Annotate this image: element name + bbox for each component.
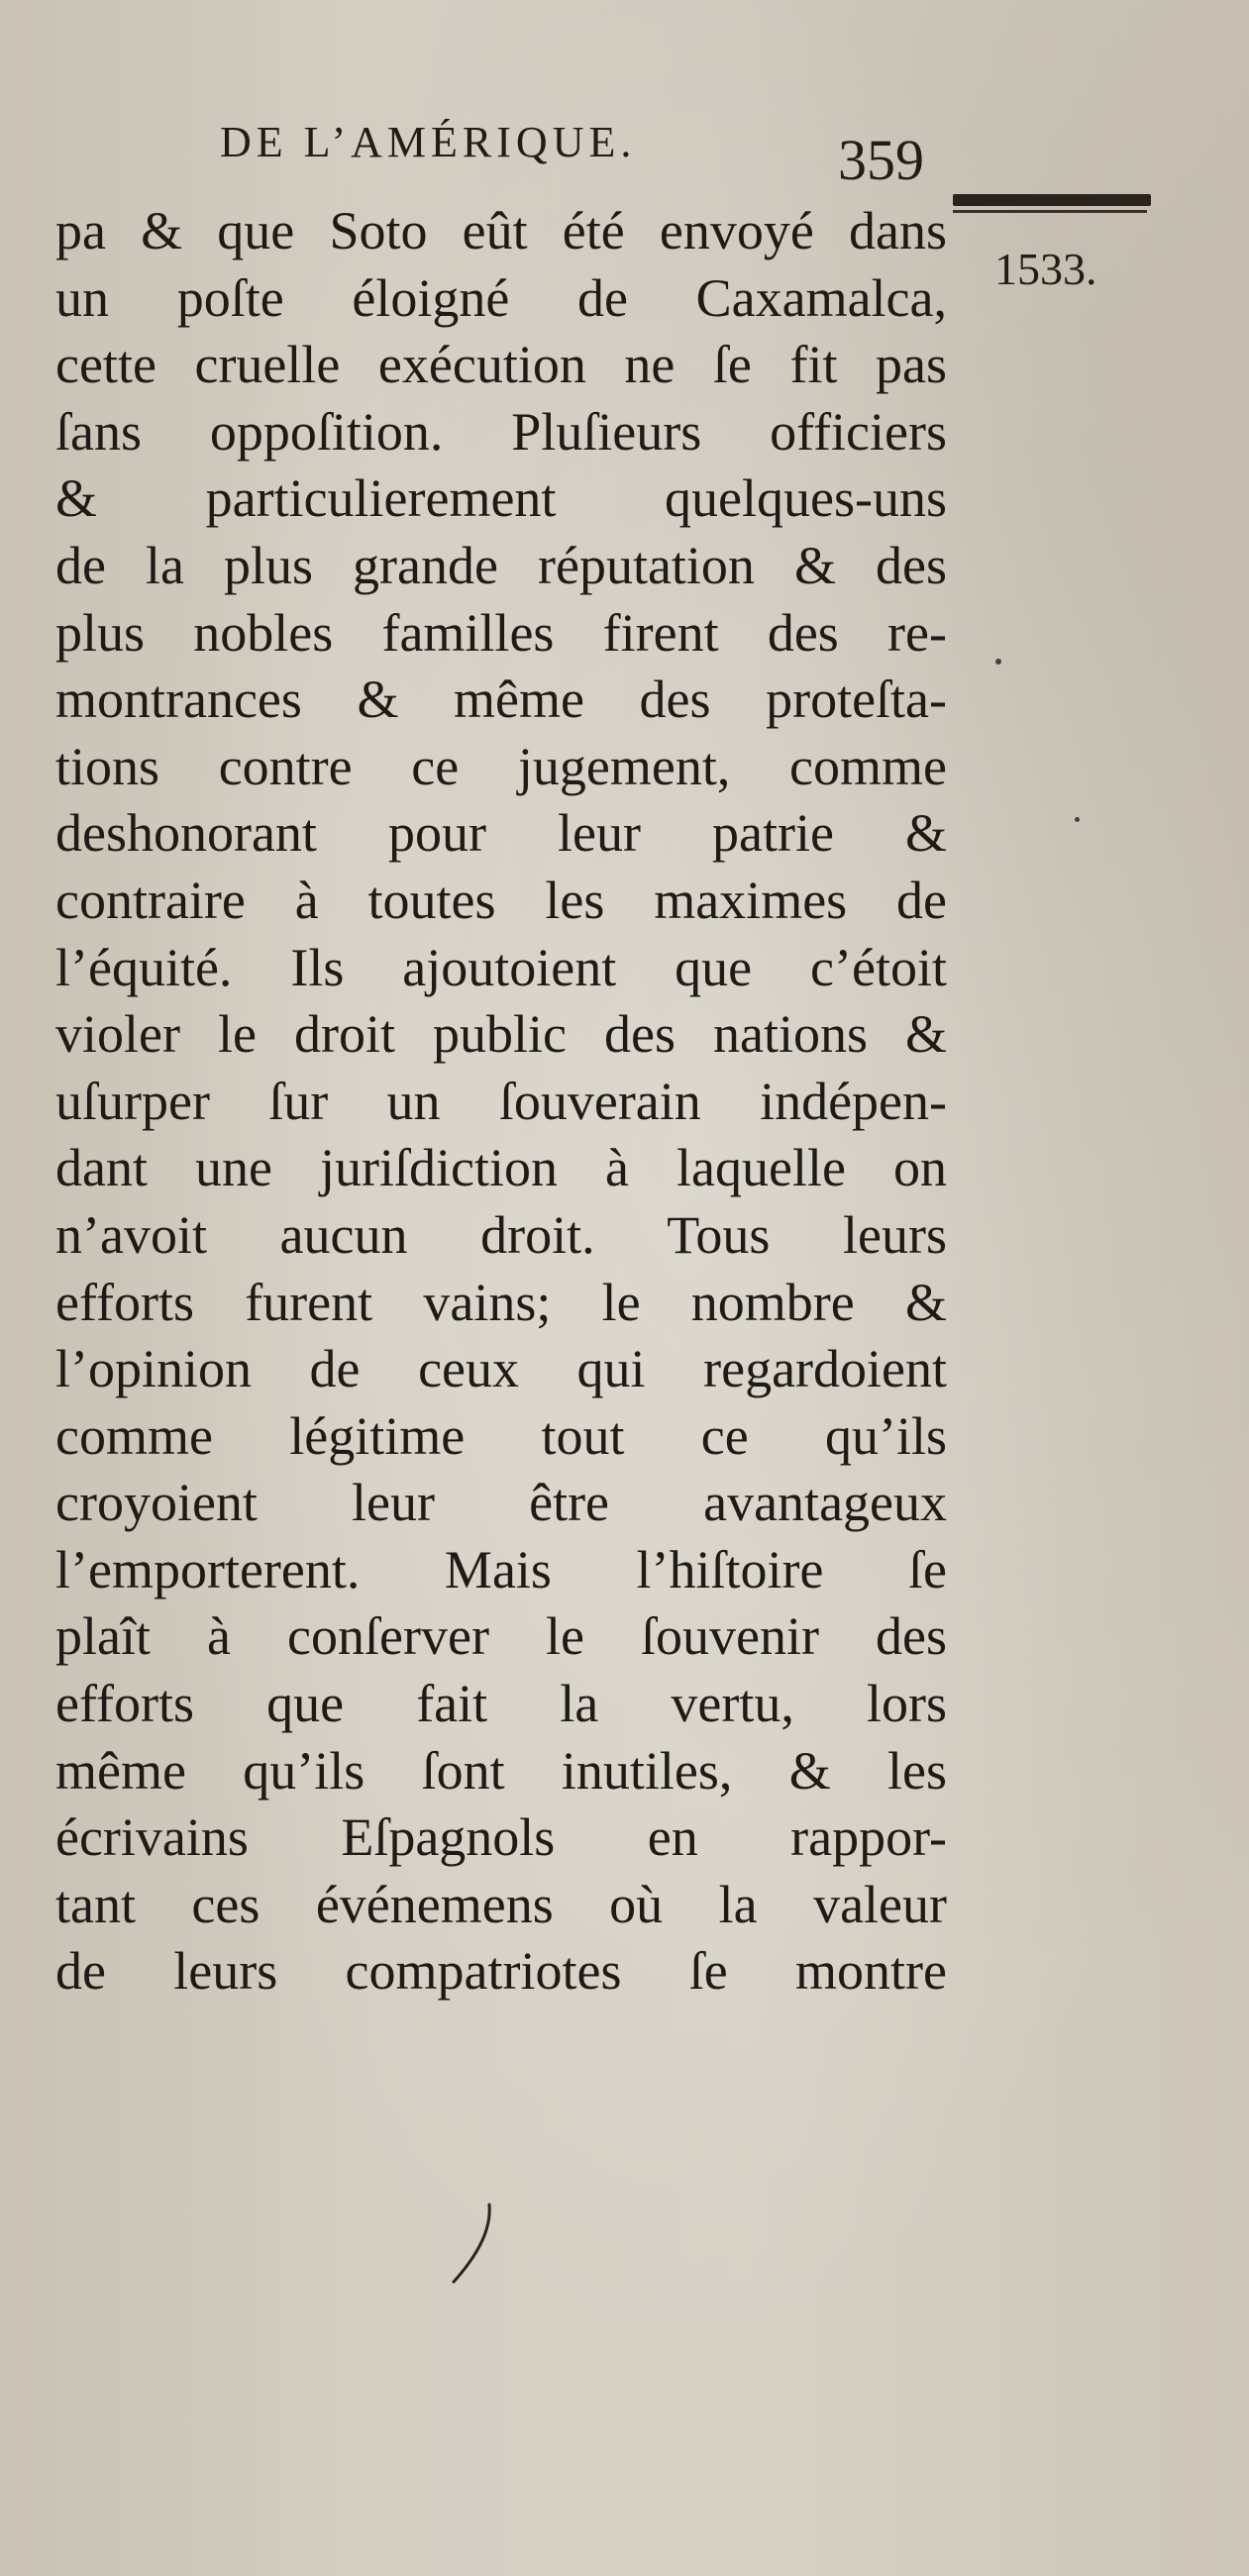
text-line: & particulierement quelques-uns	[55, 468, 947, 529]
text-line: croyoient leur être avantageux	[55, 1473, 947, 1533]
text-line: violer le droit public des nations &	[55, 1004, 947, 1065]
text-line: tant ces événemens où la valeur	[55, 1874, 947, 1934]
text-line: cette cruelle exécution ne ſe fit pas	[55, 335, 947, 395]
text-line: l’équité. Ils ajoutoient que c’étoit	[55, 937, 947, 997]
text-line: un poſte éloigné de Caxamalca,	[55, 267, 947, 328]
running-title: DE L’AMÉRIQUE.	[220, 118, 637, 166]
text-line: deshonorant pour leur patrie &	[55, 803, 947, 864]
text-line: pa & que Soto eût été envoyé dans	[55, 201, 947, 260]
text-line: l’emporterent. Mais l’hiſtoire ſe	[55, 1539, 947, 1599]
text-line: efforts que fait la vertu, lors	[55, 1674, 947, 1734]
text-line: montrances & même des proteſta-	[55, 670, 947, 730]
text-line: l’opinion de ceux qui regardoient	[55, 1339, 947, 1399]
text-line: écrivains Eſpagnols en rappor-	[55, 1807, 947, 1868]
header-rule-thin	[953, 210, 1147, 213]
text-line: même qu’ils ſont inutiles, & les	[55, 1740, 947, 1801]
body-text	[55, 198, 947, 2006]
text-line: dant une juriſdiction à laquelle on	[55, 1138, 947, 1198]
text-line: de la plus grande réputation & des	[55, 535, 947, 595]
header-rule	[953, 194, 1151, 206]
text-line: uſurper ſur un ſouverain indépen-	[55, 1071, 947, 1131]
text-line: comme légitime tout ce qu’ils	[55, 1405, 947, 1466]
margin-year-note: 1533.	[994, 244, 1097, 294]
text-line: de leurs compatriotes ſe montre	[55, 1941, 947, 2002]
paper-speck	[995, 659, 1001, 665]
pencil-mark	[446, 2199, 505, 2288]
text-line: plaît à conſerver le ſouvenir des	[55, 1606, 947, 1667]
page-number: 359	[838, 128, 924, 192]
text-line: efforts furent vains; le nombre &	[55, 1272, 947, 1332]
text-line: ſans oppoſition. Pluſieurs officiers	[55, 401, 947, 462]
paper-speck	[1075, 817, 1080, 822]
text-line: tions contre ce jugement, comme	[55, 736, 947, 796]
text-line: n’avoit aucun droit. Tous leurs	[55, 1204, 947, 1265]
text-line: contraire à toutes les maximes de	[55, 870, 947, 930]
text-line: plus nobles familles firent des re-	[55, 602, 947, 663]
